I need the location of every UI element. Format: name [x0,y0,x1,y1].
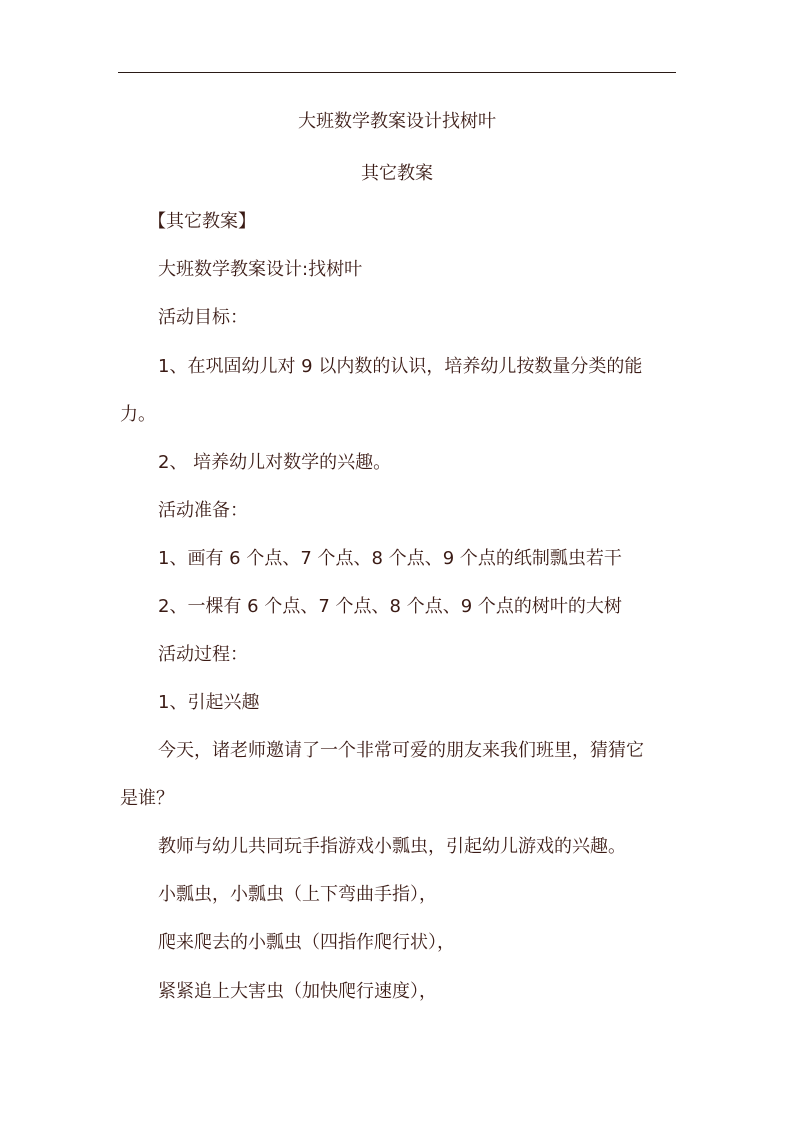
step-1: 1、引起兴趣 [158,692,260,713]
goal-2: 2、 培养幼儿对数学的兴趣。 [158,452,392,473]
goal-1-line-1: 1、在巩固幼儿对 9 以内数的认识，培养幼儿按数量分类的能 [158,356,643,377]
intro-line-2: 是谁？ [120,788,174,809]
prep-2: 2、一棵有 6 个点、7 个点、8 个点、9 个点的树叶的大树 [158,596,622,617]
document-subtitle: 其它教案 [361,163,433,184]
prep-label: 活动准备： [158,500,248,521]
intro-line-1: 今天，诸老师邀请了一个非常可爱的朋友来我们班里，猜猜它 [158,740,644,761]
rhyme-line-2: 爬来爬去的小瓢虫（四指作爬行状）， [158,932,455,953]
process-label: 活动过程： [158,644,248,665]
document-title: 大班数学教案设计找树叶 [298,111,496,132]
finger-game: 教师与幼儿共同玩手指游戏小瓢虫，引起幼儿游戏的兴趣。 [158,836,626,857]
goal-1-line-2: 力。 [120,404,156,425]
rhyme-line-3: 紧紧追上大害虫（加快爬行速度）， [158,981,437,1002]
section-heading: 大班数学教案设计:找树叶 [158,259,363,280]
header-rule [118,72,676,73]
prep-1: 1、画有 6 个点、7 个点、8 个点、9 个点的纸制瓢虫若干 [158,548,622,569]
category-label: 【其它教案】 [148,211,256,232]
goals-label: 活动目标： [158,307,248,328]
rhyme-line-1: 小瓢虫，小瓢虫（上下弯曲手指）， [158,884,437,905]
